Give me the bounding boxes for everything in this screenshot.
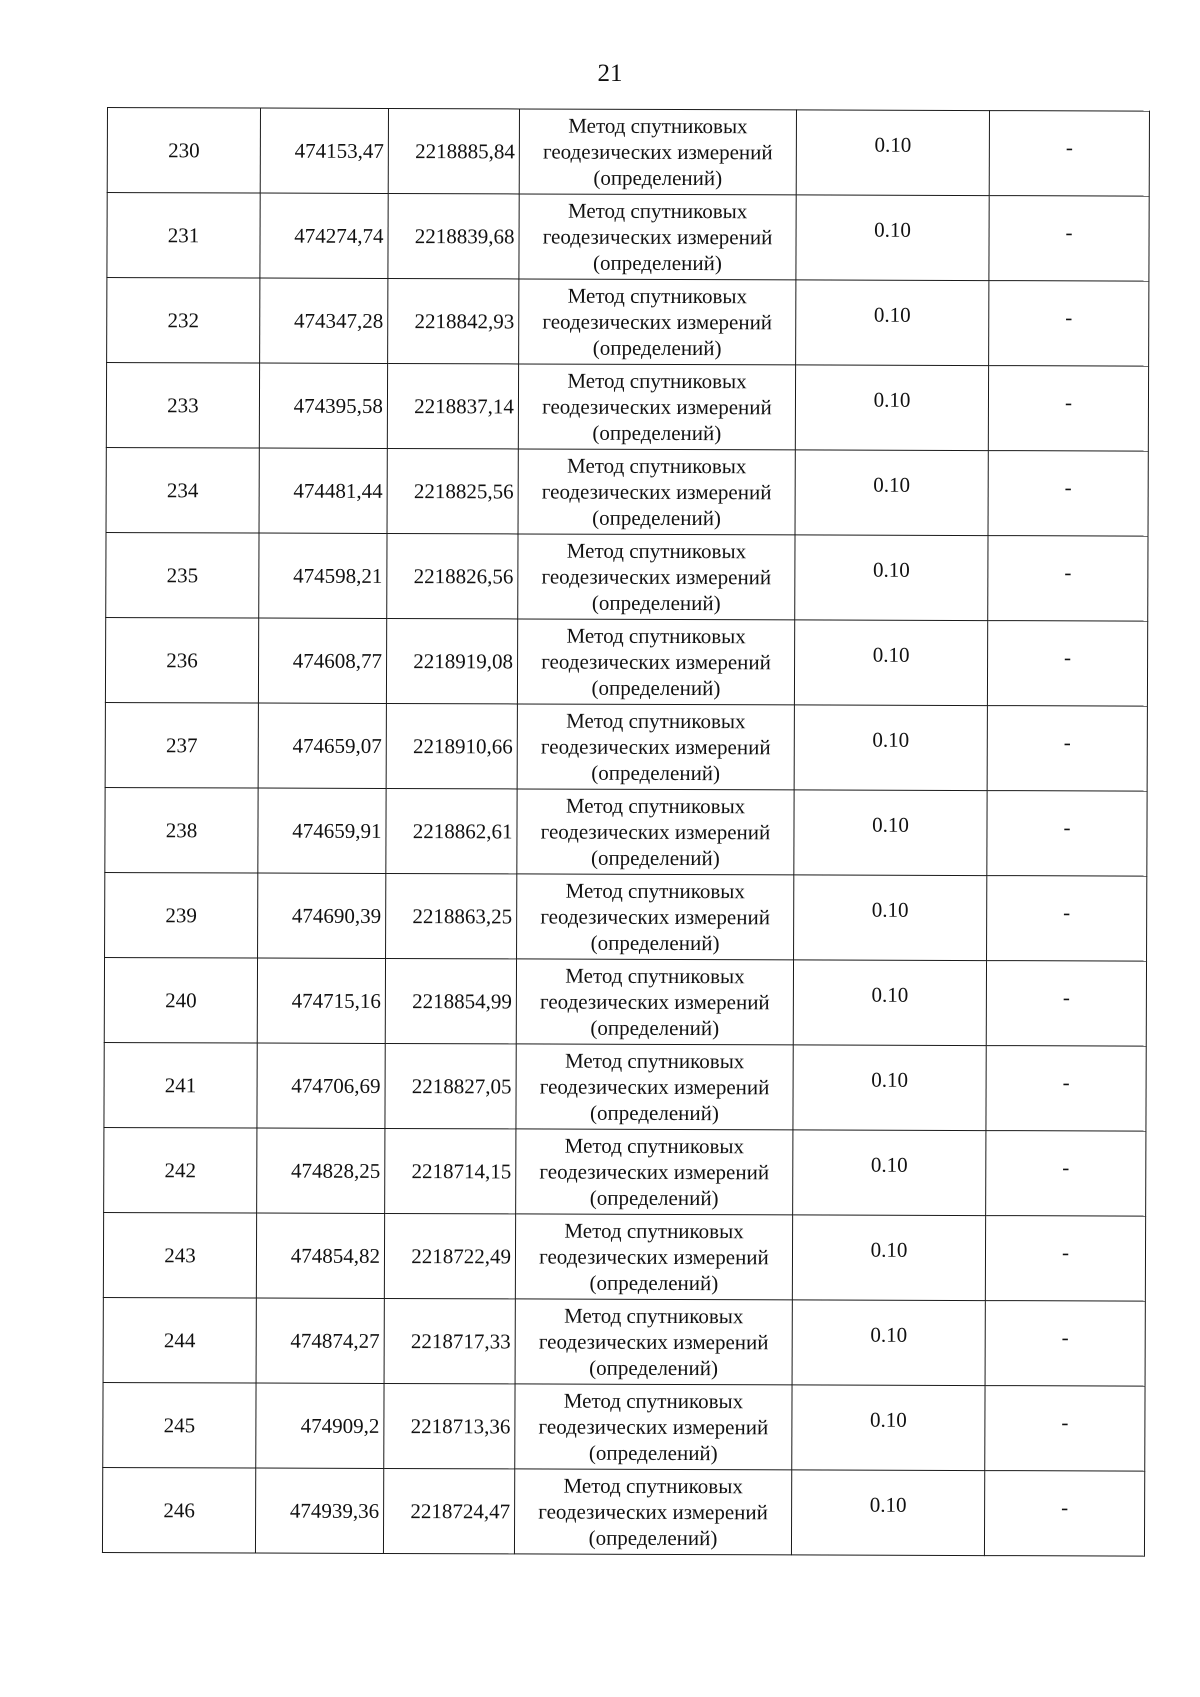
method-line: (определений) (593, 250, 722, 276)
extra-value: - (1062, 1155, 1070, 1180)
y-coordinate-cell: 2218863,25 (386, 873, 517, 958)
method-cell (514, 1469, 791, 1555)
method-line: Метод спутниковых (564, 1133, 745, 1159)
method-line: Метод спутниковых (564, 1048, 745, 1074)
x-coordinate-cell: 474659,07 (258, 703, 386, 788)
method-cell (519, 279, 796, 365)
method-line: геодезических измерений (541, 479, 772, 505)
method-cell (519, 109, 796, 195)
method-line: геодезических измерений (542, 224, 773, 250)
method-cell (517, 704, 794, 790)
y-coordinate-cell: 2218885,84 (388, 108, 519, 193)
accuracy-cell (795, 535, 988, 621)
y-coordinate-cell: 2218714,15 (385, 1128, 516, 1213)
x-coordinate-cell: 474874,27 (256, 1298, 384, 1383)
method-line: геодезических измерений (539, 1159, 770, 1185)
extra-cell (987, 876, 1147, 962)
table-row (107, 108, 1149, 197)
point-number-cell: 238 (105, 787, 258, 873)
accuracy-value: 0.10 (871, 897, 909, 922)
y-coordinate-cell: 2218724,47 (383, 1468, 514, 1553)
point-number-cell: 241 (104, 1042, 257, 1128)
extra-cell (989, 281, 1149, 367)
method-line: (определений) (591, 675, 721, 701)
accuracy-value: 0.10 (872, 557, 910, 582)
accuracy-value: 0.10 (871, 982, 909, 1007)
y-coordinate-cell: 2218717,33 (384, 1298, 515, 1383)
method-cell (517, 619, 794, 705)
method-line: геодезических измерений (538, 1329, 769, 1355)
table-row (102, 1467, 1144, 1556)
accuracy-cell (795, 365, 988, 451)
point-number-cell: 240 (104, 957, 257, 1043)
x-coordinate-cell: 474909,2 (256, 1383, 384, 1468)
method-line: Метод спутниковых (566, 538, 747, 564)
table-row (106, 447, 1148, 536)
x-coordinate-cell: 474706,69 (257, 1043, 385, 1128)
method-line: Метод спутниковых (567, 198, 748, 224)
method-line: Метод спутниковых (567, 368, 747, 394)
table-row (104, 1042, 1146, 1131)
extra-value: - (1061, 1495, 1069, 1520)
method-line: геодезических измерений (542, 309, 773, 335)
method-line: Метод спутниковых (565, 793, 746, 819)
method-line: (определений) (592, 335, 722, 361)
table-row (105, 702, 1147, 791)
method-line: геодезических измерений (541, 564, 772, 590)
extra-value: - (1062, 985, 1070, 1010)
table-row (105, 617, 1147, 706)
extra-cell (986, 1131, 1146, 1217)
method-cell (515, 1214, 792, 1300)
y-coordinate-cell: 2218839,68 (388, 193, 519, 278)
table-row (103, 1382, 1145, 1471)
extra-value: - (1062, 1070, 1070, 1095)
method-line: геодезических измерений (538, 1414, 769, 1440)
method-line: геодезических измерений (539, 1244, 769, 1270)
accuracy-value: 0.10 (870, 1322, 908, 1347)
table-row (107, 278, 1149, 367)
method-line: (определений) (590, 930, 720, 956)
accuracy-cell (794, 620, 987, 706)
extra-value: - (1064, 390, 1073, 415)
table-row (105, 787, 1147, 876)
y-coordinate-cell: 2218722,49 (384, 1213, 515, 1298)
accuracy-cell (791, 1470, 984, 1556)
y-coordinate-cell: 2218842,93 (388, 278, 519, 363)
method-line: (определений) (593, 165, 723, 191)
point-number-cell: 239 (105, 872, 258, 958)
x-coordinate-cell: 474715,16 (257, 958, 385, 1043)
accuracy-value: 0.10 (873, 472, 911, 497)
extra-value: - (1064, 560, 1072, 585)
y-coordinate-cell: 2218862,61 (386, 788, 517, 873)
x-coordinate-cell: 474598,21 (259, 533, 387, 618)
extra-value: - (1064, 645, 1072, 670)
method-line: геодезических измерений (542, 394, 772, 420)
x-coordinate-cell: 474395,58 (259, 363, 387, 448)
extra-cell (987, 791, 1147, 877)
x-coordinate-cell: 474828,25 (257, 1128, 385, 1213)
x-coordinate-cell: 474153,47 (260, 108, 388, 193)
extra-cell (987, 706, 1147, 792)
table-row (106, 532, 1148, 621)
method-line: Метод спутниковых (567, 453, 747, 479)
method-line: Метод спутниковых (563, 1388, 744, 1414)
accuracy-cell (794, 875, 987, 961)
method-line: геодезических измерений (540, 904, 771, 930)
extra-cell (988, 366, 1148, 452)
extra-cell (988, 451, 1148, 537)
accuracy-value: 0.10 (873, 302, 911, 327)
accuracy-value: 0.10 (872, 812, 909, 837)
accuracy-cell (796, 110, 989, 196)
accuracy-cell (792, 1385, 985, 1471)
point-number-cell: 232 (107, 278, 260, 364)
table-row (107, 193, 1149, 282)
y-coordinate-cell: 2218825,56 (387, 448, 518, 533)
accuracy-cell (794, 705, 987, 791)
method-cell (518, 534, 795, 620)
x-coordinate-cell: 474854,82 (256, 1213, 384, 1298)
extra-value: - (1063, 815, 1071, 840)
method-cell (518, 449, 795, 535)
accuracy-value: 0.10 (869, 1492, 907, 1517)
x-coordinate-cell: 474347,28 (260, 278, 388, 363)
extra-value: - (1061, 1410, 1069, 1435)
x-coordinate-cell: 474274,74 (260, 193, 388, 278)
x-coordinate-cell: 474659,91 (258, 788, 386, 873)
point-number-cell: 231 (107, 193, 260, 279)
method-line: (определений) (592, 505, 722, 531)
method-cell (517, 874, 794, 960)
method-line: геодезических измерений (540, 819, 771, 845)
method-cell (515, 1384, 792, 1470)
point-number-cell: 234 (106, 447, 259, 533)
extra-value: - (1061, 1325, 1069, 1350)
y-coordinate-cell: 2218854,99 (385, 958, 516, 1043)
accuracy-value: 0.10 (870, 1152, 908, 1177)
extra-value: - (1063, 730, 1071, 755)
method-cell (518, 364, 795, 450)
y-coordinate-cell: 2218919,08 (386, 618, 517, 703)
table-row (104, 957, 1146, 1046)
method-line: (определений) (592, 420, 722, 446)
accuracy-cell (792, 1300, 985, 1386)
extra-cell (989, 196, 1149, 282)
method-cell (516, 959, 793, 1045)
y-coordinate-cell: 2218826,56 (387, 533, 518, 618)
y-coordinate-cell: 2218837,14 (387, 363, 518, 448)
point-number-cell: 245 (103, 1382, 256, 1468)
method-line: Метод спутниковых (567, 283, 748, 309)
method-line: геодезических измерений (540, 734, 771, 760)
method-line: Метод спутниковых (565, 963, 745, 989)
point-number-cell: 230 (107, 108, 260, 194)
method-cell (517, 789, 794, 875)
table-row (106, 363, 1148, 452)
extra-cell (985, 1386, 1145, 1472)
method-line: (определений) (590, 845, 720, 871)
accuracy-value: 0.10 (870, 1407, 907, 1432)
method-line: (определений) (590, 1100, 719, 1126)
extra-cell (984, 1471, 1144, 1557)
extra-cell (986, 1046, 1146, 1132)
method-line: Метод спутниковых (565, 878, 745, 904)
x-coordinate-cell: 474481,44 (259, 448, 387, 533)
method-line: геодезических измерений (540, 989, 770, 1015)
y-coordinate-cell: 2218713,36 (384, 1383, 515, 1468)
method-line: геодезических измерений (541, 649, 771, 675)
accuracy-cell (793, 1045, 986, 1131)
accuracy-cell (794, 790, 987, 876)
extra-value: - (1065, 135, 1073, 160)
method-line: Метод спутниковых (566, 623, 746, 649)
table-row (103, 1212, 1145, 1301)
extra-cell (988, 536, 1148, 622)
method-cell (516, 1129, 793, 1215)
method-line: геодезических измерений (542, 139, 773, 165)
method-line: Метод спутниковых (566, 708, 746, 734)
y-coordinate-cell: 2218827,05 (385, 1043, 516, 1128)
extra-cell (985, 1216, 1145, 1302)
method-line: Метод спутниковых (564, 1218, 744, 1244)
accuracy-value: 0.10 (871, 1067, 909, 1092)
accuracy-cell (795, 450, 988, 536)
method-line: (определений) (588, 1440, 718, 1466)
table-row (104, 1127, 1146, 1216)
accuracy-cell (796, 280, 989, 366)
coordinates-table (102, 107, 1150, 1557)
extra-value: - (1064, 475, 1072, 500)
x-coordinate-cell: 474608,77 (258, 618, 386, 703)
method-line: геодезических измерений (538, 1499, 768, 1525)
point-number-cell: 242 (104, 1127, 257, 1213)
accuracy-value: 0.10 (873, 387, 911, 412)
method-line: (определений) (590, 1015, 720, 1041)
method-line: (определений) (589, 1270, 719, 1296)
extra-value: - (1065, 220, 1073, 245)
extra-cell (989, 111, 1149, 197)
accuracy-cell (792, 1215, 985, 1301)
coordinates-table-body (102, 108, 1149, 1557)
accuracy-value: 0.10 (874, 217, 911, 242)
method-cell (519, 194, 796, 280)
point-number-cell: 236 (105, 617, 258, 703)
extra-value: - (1061, 1240, 1070, 1265)
extra-cell (987, 621, 1147, 707)
table-row (103, 1297, 1145, 1386)
method-line: (определений) (591, 760, 721, 786)
method-line: (определений) (589, 1185, 719, 1211)
accuracy-cell (796, 195, 989, 281)
point-number-cell: 246 (102, 1467, 255, 1553)
point-number-cell: 244 (103, 1297, 256, 1383)
accuracy-cell (793, 960, 986, 1046)
extra-value: - (1065, 305, 1073, 330)
point-number-cell: 235 (106, 532, 259, 618)
accuracy-cell (793, 1130, 986, 1216)
extra-cell (985, 1301, 1145, 1387)
point-number-cell: 233 (106, 363, 259, 449)
accuracy-value: 0.10 (872, 727, 910, 752)
extra-value: - (1063, 900, 1071, 925)
extra-cell (986, 961, 1146, 1047)
accuracy-value: 0.10 (874, 132, 912, 157)
x-coordinate-cell: 474939,36 (255, 1468, 383, 1553)
accuracy-value: 0.10 (872, 642, 910, 667)
method-line: (определений) (591, 590, 721, 616)
y-coordinate-cell: 2218910,66 (386, 703, 517, 788)
page-number: 21 (597, 60, 623, 87)
method-line: геодезических измерений (539, 1074, 770, 1100)
method-cell (515, 1299, 792, 1385)
point-number-cell: 237 (105, 702, 258, 788)
method-cell (516, 1044, 793, 1130)
point-number-cell: 243 (103, 1212, 256, 1298)
x-coordinate-cell: 474690,39 (258, 873, 386, 958)
method-line: (определений) (589, 1355, 719, 1381)
method-line: Метод спутниковых (563, 1473, 743, 1499)
method-line: (определений) (588, 1525, 718, 1551)
accuracy-value: 0.10 (870, 1237, 908, 1262)
method-line: Метод спутниковых (568, 113, 748, 139)
method-line: Метод спутниковых (564, 1303, 744, 1329)
table-row (105, 872, 1147, 961)
